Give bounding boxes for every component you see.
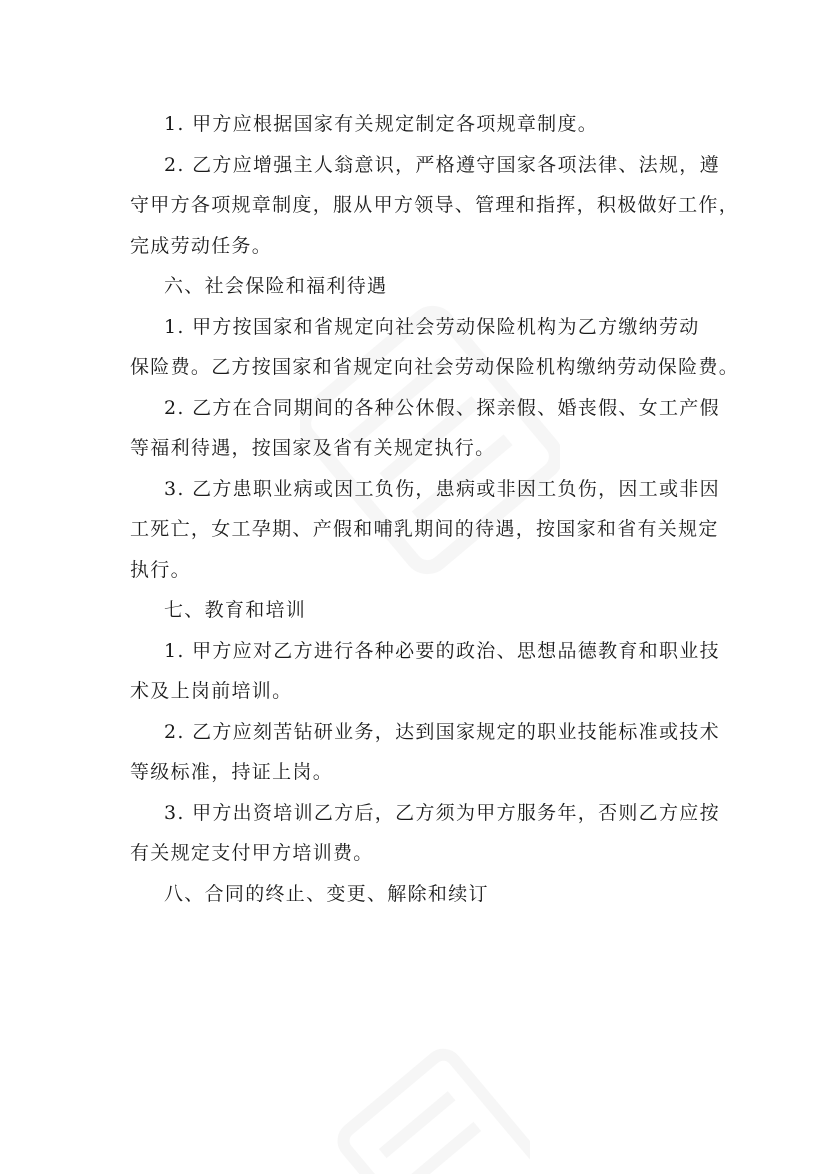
- text-line: 3. 乙方患职业病或因工负伤，患病或非因工负伤，因工或非因: [164, 477, 720, 500]
- text-line: 八、合同的终止、变更、解除和续订: [164, 882, 489, 905]
- text-line: 执行。: [130, 558, 191, 581]
- text-line: 1. 甲方应根据国家有关规定制定各项规章制度。: [164, 113, 599, 135]
- text-line: 2. 乙方在合同期间的各种公休假、探亲假、婚丧假、女工产假: [164, 396, 720, 419]
- text-line: 2. 乙方应刻苦钻研业务，达到国家规定的职业技能标准或技术: [164, 720, 720, 743]
- text-line: 六、社会保险和福利待遇: [164, 275, 388, 297]
- watermark-graphic-bottom: [330, 1040, 530, 1174]
- text-line: 术及上岗前培训。: [130, 680, 293, 702]
- text-line: 工死亡，女工孕期、产假和哺乳期间的待遇，按国家和省有关规定: [130, 518, 719, 540]
- text-line: 七、教育和培训: [164, 599, 307, 621]
- text-line: 守甲方各项规章制度，服从甲方领导、管理和指挥，积极做好工作，: [130, 194, 740, 216]
- text-line: 1. 甲方按国家和省规定向社会劳动保险机构为乙方缴纳劳动: [164, 315, 700, 338]
- text-line: 等福利待遇，按国家及省有关规定执行。: [130, 437, 496, 459]
- text-line: 3. 甲方出资培训乙方后，乙方须为甲方服务年，否则乙方应按: [164, 801, 720, 824]
- text-line: 完成劳动任务。: [130, 234, 273, 257]
- text-line: 有关规定支付甲方培训费。: [130, 842, 374, 864]
- document-body: [130, 104, 740, 914]
- text-line: 等级标准，持证上岗。: [130, 761, 334, 783]
- text-line: 保险费。乙方按国家和省规定向社会劳动保险机构缴纳劳动保险费。: [130, 356, 740, 378]
- text-line: 1. 甲方应对乙方进行各种必要的政治、思想品德教育和职业技: [164, 639, 720, 662]
- text-line: 2. 乙方应增强主人翁意识，严格遵守国家各项法律、法规，遵: [164, 153, 720, 176]
